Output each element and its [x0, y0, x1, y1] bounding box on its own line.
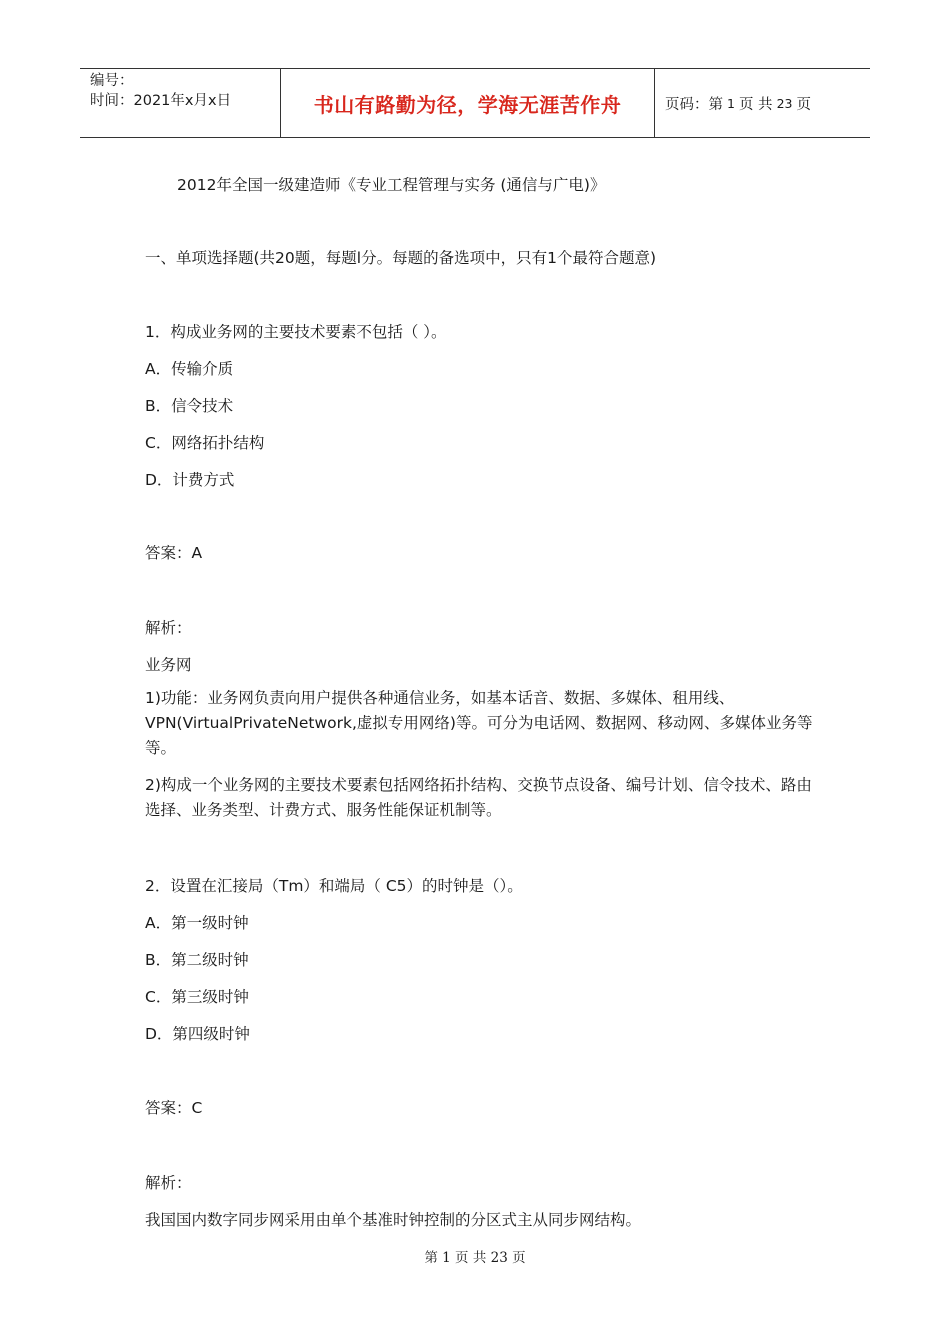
- page-prefix: 页码：第: [665, 96, 723, 113]
- question-stem: 1．构成业务网的主要技术要素不包括（ ）。: [145, 323, 447, 341]
- page-suffix: 页: [796, 96, 811, 113]
- time-label: 时间：2021年x月x日: [90, 93, 232, 109]
- page-mid: 页 共: [738, 96, 773, 113]
- option-item: D．计费方式: [145, 471, 235, 489]
- header-slogan-cell: [281, 69, 655, 137]
- section-heading: 一、单项选择题(共20题，每题l分。每题的备选项中，只有1个最符合题意): [145, 249, 656, 267]
- analysis-paragraph: 1)功能：业务网负责向用户提供各种通信业务，如基本话音、数据、多媒体、租用线、VPN(VirtualPrivateNetwork,虚拟专用网络)等。可分为电话网、数据网、移动网、多媒体业务等等。: [145, 689, 813, 757]
- option-item: B．第二级时钟: [145, 951, 249, 969]
- header-meta: [80, 69, 281, 137]
- option-item: A．第一级时钟: [145, 914, 249, 932]
- question-stem: 2．设置在汇接局（Tm）和端局（ C5）的时钟是（）。: [145, 877, 523, 895]
- option-item: C．网络拓扑结构: [145, 434, 265, 452]
- option-item: B．信令技术: [145, 397, 234, 415]
- page-footer: 第 1 页 共 23 页: [424, 1250, 526, 1266]
- analysis-label: 解析：: [145, 1174, 192, 1192]
- number-label: 编号：: [90, 73, 134, 89]
- slogan: 书山有路勤为径，学海无涯苦作舟: [313, 92, 622, 117]
- page-header: [80, 68, 870, 138]
- analysis-paragraph: 2)构成一个业务网的主要技术要素包括网络拓扑结构、交换节点设备、编号计划、信令技术、路由选择、业务类型、计费方式、服务性能保证机制等。: [145, 776, 812, 819]
- analysis-line: 业务网: [145, 656, 192, 674]
- option-item: A．传输介质: [145, 360, 234, 378]
- answer: 答案：A: [145, 544, 203, 562]
- answer: 答案：C: [145, 1099, 203, 1117]
- analysis-label: 解析：: [145, 619, 192, 637]
- analysis-line: 我国国内数字同步网采用由单个基准时钟控制的分区式主从同步网结构。: [145, 1211, 642, 1229]
- page-counter: [655, 69, 870, 137]
- page-total: 23: [776, 95, 793, 111]
- option-item: D．第四级时钟: [145, 1025, 250, 1043]
- document-title: 2012年全国一级建造师《专业工程管理与实务 (通信与广电)》: [177, 176, 606, 194]
- page-number: 1: [727, 95, 735, 111]
- option-item: C．第三级时钟: [145, 988, 249, 1006]
